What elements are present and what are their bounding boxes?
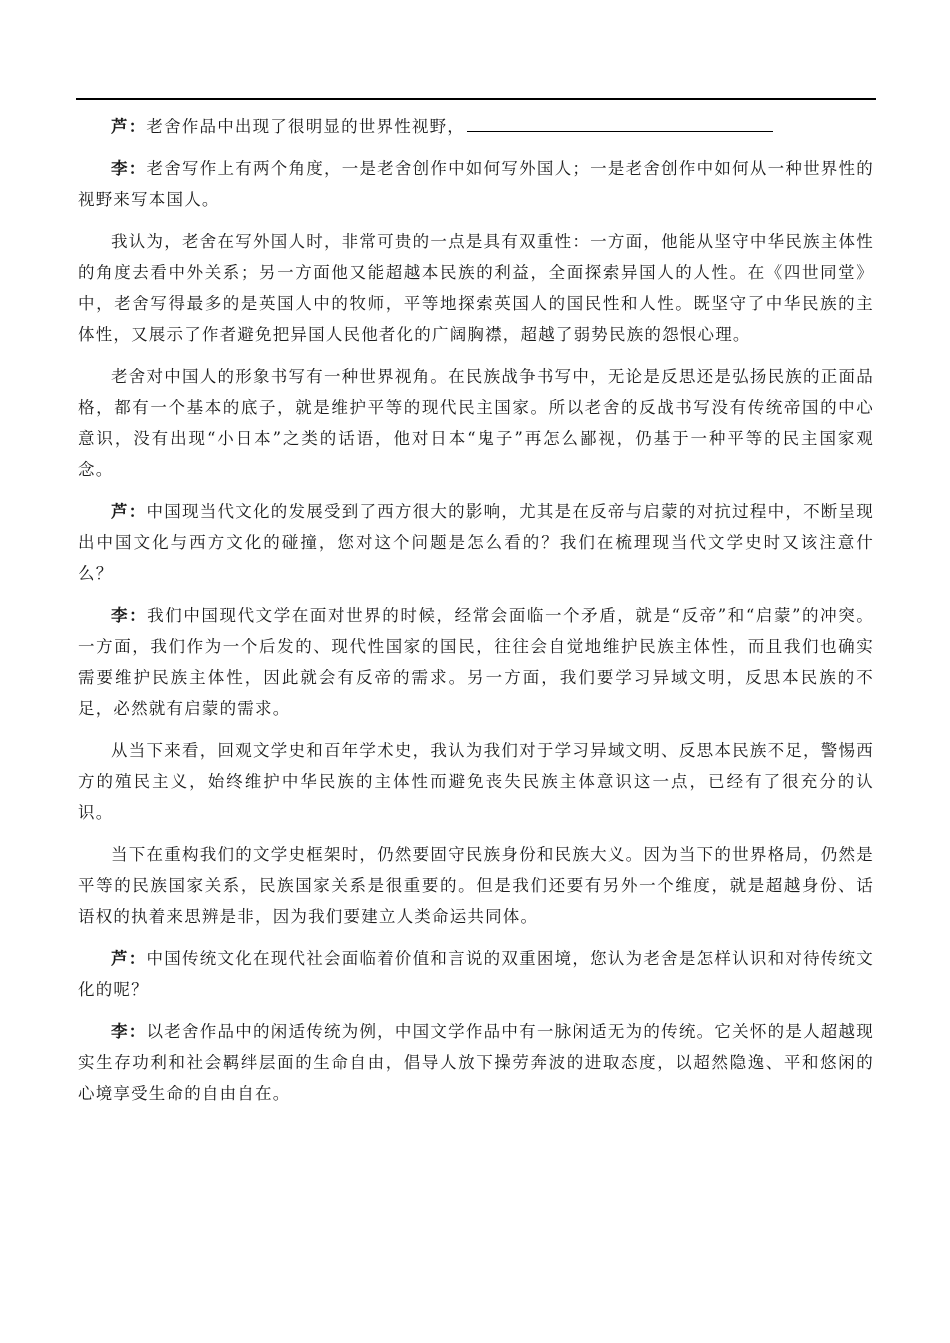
speaker-label: 芦： xyxy=(111,949,147,968)
paragraph-6 xyxy=(78,600,874,724)
paragraph-text: 我认为，老舍在写外国人时，非常可贵的一点是具有双重性：一方面，他能从坚守中华民族主体性的角度去看中外关系；另一方面他又能超越本民族的利益，全面探索异国人的人性。在《四世同堂》中，老舍写得最多的是英国人中的牧师，平等地探索英国人的国民性和人性。既坚守了中华民族的主体性，又展示了作者避免把异国人民他者化的广阔胸襟，超越了弱势民族的怨恨心理。 xyxy=(78,232,874,344)
paragraph-9 xyxy=(78,943,874,1005)
speaker-label: 李： xyxy=(111,606,148,625)
paragraph-text: 老舍写作上有两个角度，一是老舍创作中如何写外国人；一是老舍创作中如何从一种世界性的视野来写本国人。 xyxy=(78,159,875,209)
paragraph-10 xyxy=(78,1016,874,1109)
paragraph-text: 以老舍作品中的闲适传统为例，中国文学作品中有一脉闲适无为的传统。它关怀的是人超越现实生存功利和社会羁绊层面的生命自由，倡导人放下操劳奔波的进取态度，以超然隐逸、平和悠闲的心境享受生命的自由自在。 xyxy=(78,1022,875,1103)
paragraph-7 xyxy=(78,735,874,828)
paragraph-2 xyxy=(78,153,874,215)
answer-blank-line[interactable] xyxy=(467,113,773,132)
paragraph-5 xyxy=(78,496,874,589)
paragraph-text: 中国现当代文化的发展受到了西方很大的影响，尤其是在反帝与启蒙的对抗过程中，不断呈现出中国文化与西方文化的碰撞，您对这个问题是怎么看的？我们在梳理现当代文学史时又该注意什么？ xyxy=(78,502,875,583)
paragraph-text: 老舍作品中出现了很明显的世界性视野， xyxy=(146,117,466,136)
speaker-label: 芦： xyxy=(111,502,147,521)
paragraph-text: 我们中国现代文学在面对世界的时候，经常会面临一个矛盾，就是“反帝”和“启蒙”的冲突。一方面，我们作为一个后发的、现代性国家的国民，往往会自觉地维护民族主体性，而且我们也确实需要维护民族主体性，因此就会有反帝的需求。另一方面，我们要学习异域文明，反思本民族的不足，必然就有启蒙的需求。 xyxy=(78,606,874,718)
paragraph-text: 中国传统文化在现代社会面临着价值和言说的双重困境，您认为老舍是怎样认识和对待传统文化的呢？ xyxy=(78,949,875,999)
header-rule xyxy=(76,98,876,100)
paragraph-text: 老舍对中国人的形象书写有一种世界视角。在民族战争书写中，无论是反思还是弘扬民族的正面品格，都有一个基本的底子，就是维护平等的现代民主国家。所以老舍的反战书写没有传统帝国的中心意识，没有出现“小日本”之类的话语，他对日本“鬼子”再怎么鄙视，仍基于一种平等的民主国家观念。 xyxy=(78,367,874,479)
paragraph-4 xyxy=(78,361,874,485)
paragraph-1 xyxy=(78,111,874,142)
paragraph-text: 从当下来看，回观文学史和百年学术史，我认为我们对于学习异域文明、反思本民族不足，警惕西方的殖民主义，始终维护中华民族的主体性而避免丧失民族主体意识这一点，已经有了很充分的认识。 xyxy=(78,741,874,822)
speaker-label: 芦： xyxy=(111,117,147,136)
speaker-label: 李： xyxy=(111,1022,147,1041)
speaker-label: 李： xyxy=(111,159,147,178)
interview-body xyxy=(78,111,874,1120)
paragraph-text: 当下在重构我们的文学史框架时，仍然要固守民族身份和民族大义。因为当下的世界格局，仍然是平等的民族国家关系，民族国家关系是很重要的。但是我们还要有另外一个维度，就是超越身份、话语权的执着来思辨是非，因为我们要建立人类命运共同体。 xyxy=(78,845,874,926)
paragraph-8 xyxy=(78,839,874,932)
paragraph-3 xyxy=(78,226,874,350)
